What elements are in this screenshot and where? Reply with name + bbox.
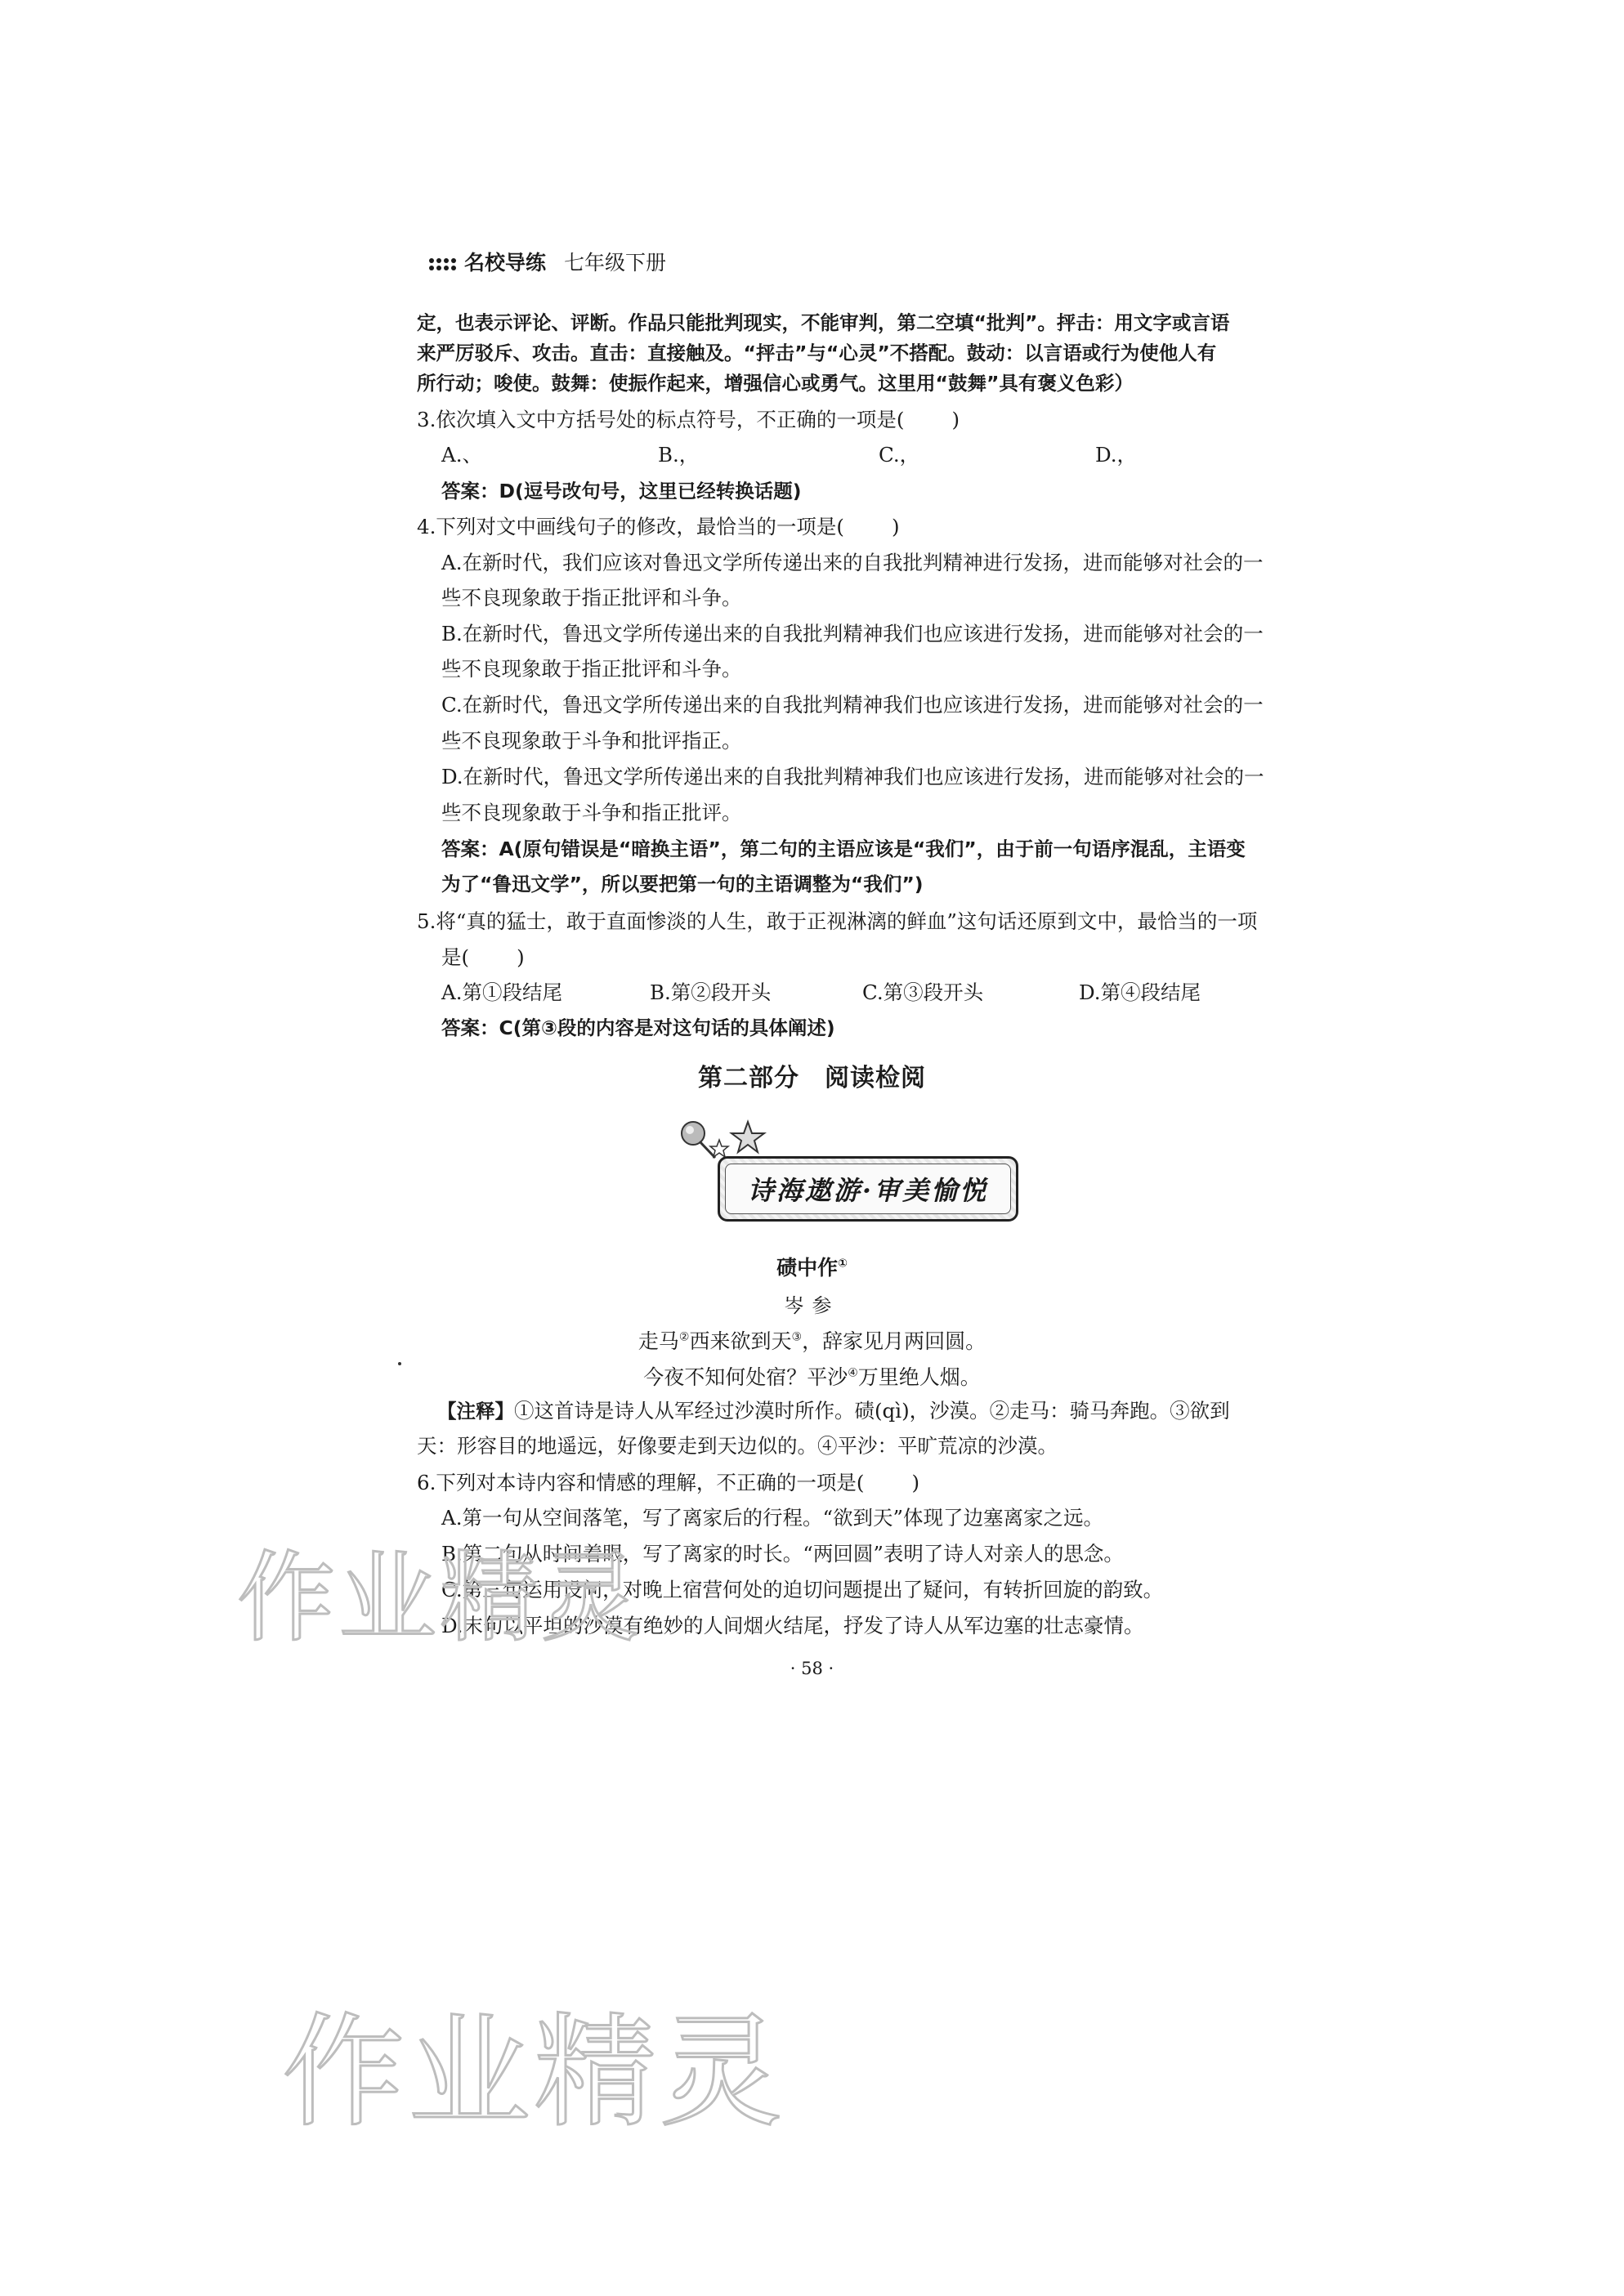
header-brand: 名校导练 (464, 251, 547, 275)
page-number: · 58 · (790, 1659, 834, 1678)
poem-title-text: 碛中作 (776, 1256, 839, 1280)
q4-stem-text: 4.下列对文中画线句子的修改，最恰当的一项是( (417, 515, 844, 538)
q4-option-d-line-1: D.在新时代，鲁迅文学所传递出来的自我批判精神我们也应该进行发扬，进而能够对社会的一 (441, 765, 1264, 788)
poem-line-1-c: ，辞家见月两回圆。 (802, 1329, 986, 1353)
notes-line-1-text: ①这首诗是诗人从军经过沙漠时所作。碛(qì)，沙漠。②走马：骑马奔跑。③欲到 (514, 1399, 1230, 1423)
q6-option-c: C.第三句运用设问，对晚上宿营何处的迫切问题提出了疑问，有转折回旋的韵致。 (441, 1578, 1164, 1601)
q4-option-a-line-1: A.在新时代，我们应该对鲁迅文学所传递出来的自我批判精神进行发扬，进而能够对社会的一 (441, 551, 1264, 574)
q3-option-c: C.， (879, 443, 920, 467)
intro-line-1: 定，也表示评论、评断。作品只能批判现实，不能审判，第二空填“批判”。抨击：用文字或言语 (417, 311, 1230, 334)
watermark-overlay (237, 1520, 642, 1660)
poem-note-2: ② (678, 1330, 690, 1344)
q5-paren-close: ) (517, 945, 525, 969)
notes-line-1 (437, 1397, 1336, 1425)
poem-note-4: ④ (848, 1366, 858, 1380)
poem-line-1-a: 走马 (638, 1329, 679, 1353)
poem-author: 岑参 (784, 1294, 840, 1317)
q4-option-b-line-2: 些不良现象敢于指正批评和斗争。 (441, 657, 742, 681)
q4-option-a-line-2: 些不良现象敢于指正批评和斗争。 (441, 586, 742, 610)
q4-answer-line-1: 答案：A(原句错误是“暗换主语”，第二句的主语应该是“我们”，由于前一句语序混乱，主语变 (441, 838, 1246, 860)
q4-option-b-line-1: B.在新时代，鲁迅文学所传递出来的自我批判精神我们也应该进行发扬，进而能够对社会的一 (441, 622, 1264, 645)
q3-option-a: A.、 (441, 443, 482, 467)
q3-stem-text: 3.依次填入文中方括号处的标点符号，不正确的一项是( (417, 408, 905, 431)
poem-title (0, 1252, 1624, 1281)
q6-stem (417, 1469, 1316, 1497)
poem-line-2 (0, 1361, 1624, 1391)
poem-line-2-a: 今夜不知何处宿？平沙 (643, 1365, 848, 1389)
q6-paren-close: ) (911, 1471, 919, 1494)
q6-option-a: A.第一句从空间落笔，写了离家后的行程。“欲到天”体现了边塞离家之远。 (441, 1506, 1104, 1530)
q5-option-a: A.第①段结尾 (441, 980, 562, 1004)
q5-answer: 答案：C(第③段的内容是对这句话的具体阐述) (441, 1016, 835, 1039)
section-banner-inner (725, 1164, 1011, 1214)
q3-option-b: B.， (658, 443, 700, 467)
page-header (429, 247, 666, 276)
q6-option-b: B.第二句从时间着眼，写了离家的时长。“两回圆”表明了诗人对亲人的思念。 (441, 1542, 1124, 1566)
poem-line-1-b: 西来欲到天 (689, 1329, 792, 1353)
poem-title-note: ① (838, 1257, 848, 1271)
watermark-overlay-text: 作业精灵 (237, 1542, 642, 1655)
q4-option-c-line-1: C.在新时代，鲁迅文学所传递出来的自我批判精神我们也应该进行发扬，进而能够对社会的一 (441, 693, 1264, 717)
q4-answer-line-2: 为了“鲁迅文学”，所以要把第一句的主语调整为“我们”) (441, 873, 924, 896)
header-grade: 七年级下册 (564, 251, 667, 275)
notes-line-2: 天：形容目的地遥远，好像要走到天边似的。④平沙：平旷荒凉的沙漠。 (417, 1434, 1058, 1458)
poem-line-1 (0, 1325, 1624, 1355)
q4-option-d-line-2: 些不良现象敢于斗争和指正批评。 (441, 801, 742, 824)
section-banner-text: 诗海遨游·审美愉悦 (747, 1175, 989, 1206)
poem-line-2-b: 万里绝人烟。 (857, 1365, 981, 1389)
intro-line-2: 来严厉驳斥、攻击。直击：直接触及。“抨击”与“心灵”不搭配。鼓动：以言语或行为使他人有 (417, 342, 1217, 364)
header-dots-icon (429, 258, 456, 270)
q3-paren-close: ) (951, 408, 960, 431)
section-title: 第二部分 阅读检阅 (698, 1064, 926, 1092)
q3-stem (417, 406, 1316, 434)
q4-option-c-line-2: 些不良现象敢于斗争和批评指正。 (441, 729, 742, 753)
watermark-bottom (282, 1973, 785, 2150)
notes-label: 【注释】 (437, 1400, 514, 1423)
q3-answer: 答案：D(逗号改句号，这里已经转换话题) (441, 480, 802, 503)
q5-stem-text: 是( (441, 945, 470, 969)
watermark-bottom-text: 作业精灵 (282, 2002, 786, 2144)
q5-option-b: B.第②段开头 (650, 980, 772, 1004)
q5-stem-line-2 (441, 944, 1340, 972)
intro-line-3: 所行动；唆使。鼓舞：使振作起来，增强信心或勇气。这里用“鼓舞”具有褒义色彩） (417, 372, 1134, 395)
q6-option-d: D.末句以平坦的沙漠有绝妙的人间烟火结尾，抒发了诗人从军边塞的壮志豪情。 (441, 1614, 1144, 1637)
poem-note-3: ③ (791, 1330, 803, 1344)
q4-paren-close: ) (891, 515, 900, 538)
section-banner (718, 1156, 1018, 1222)
q5-option-d: D.第④段结尾 (1079, 980, 1201, 1004)
q5-stem-line-1: 5.将“真的猛士，敢于直面惨淡的人生，敢于正视淋漓的鲜血”这句话还原到文中，最恰当的一项 (417, 909, 1258, 933)
q4-stem (417, 513, 1316, 541)
q5-option-c: C.第③段开头 (862, 980, 984, 1004)
q3-option-d: D.， (1095, 443, 1138, 467)
q6-stem-text: 6.下列对本诗内容和情感的理解，不正确的一项是( (417, 1471, 865, 1494)
stray-mark (398, 1362, 401, 1365)
